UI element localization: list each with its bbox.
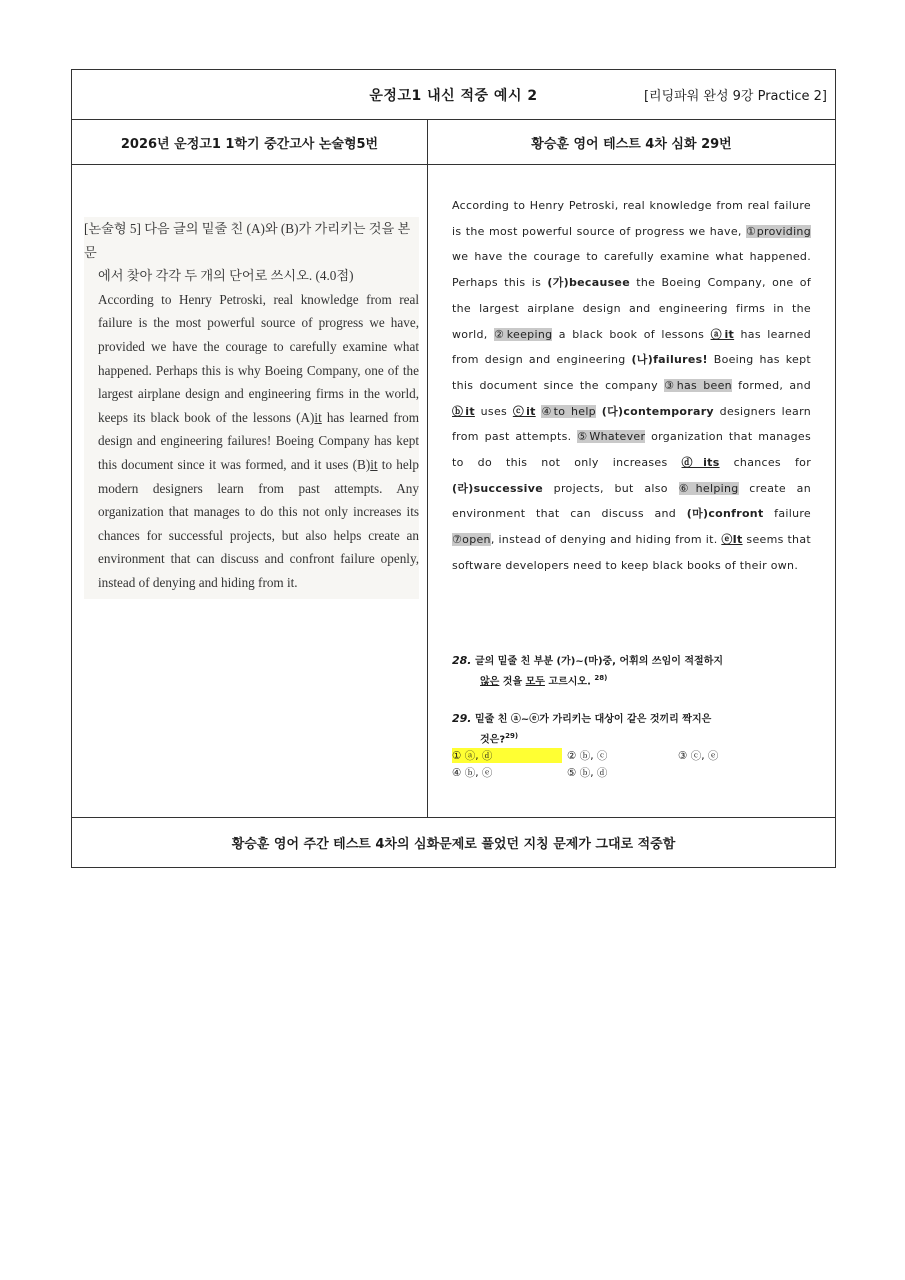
- marked-1: ①providing: [746, 224, 811, 238]
- question-text: 않은: [480, 676, 500, 688]
- marked-e: ⓔIt: [721, 533, 743, 547]
- question-text: 고르시오.: [544, 676, 591, 688]
- passage-text: we have the courage to carefully examine what happened. Perhaps this is: [452, 250, 811, 290]
- question-28: [452, 652, 811, 690]
- option-1: ① ⓐ, ⓓ: [452, 748, 562, 763]
- exam-passage: [84, 288, 419, 595]
- passage-text: designers learn from past attempts.: [452, 404, 811, 444]
- question-text: 것은?: [480, 734, 506, 746]
- passage-text: formed, and: [731, 378, 811, 392]
- marked-2: ②keeping: [494, 327, 553, 341]
- marked-3: ③has been: [664, 378, 732, 392]
- left-column-title: 2026년 운정고1 1학기 중간고사 논술형5번: [72, 120, 428, 164]
- passage-text: uses: [474, 404, 513, 418]
- question-number: 29.: [452, 712, 472, 725]
- exam-question-panel: [72, 165, 428, 817]
- content-row: [72, 165, 835, 818]
- question-number: 28.: [452, 654, 472, 667]
- marked-ma: (마)confront: [686, 507, 764, 521]
- marked-da: (다)contemporary: [601, 404, 714, 418]
- passage-text: a black book of lessons: [552, 327, 711, 341]
- option-4: ④ ⓑ, ⓔ: [452, 767, 493, 779]
- passage-text: create an environment that can discuss and: [452, 481, 811, 521]
- passage-text: , instead of denying and hiding from it.: [490, 533, 722, 547]
- passage-text: organization that manages to do this not only increases: [452, 430, 811, 470]
- question-29: [452, 710, 811, 748]
- page-title: 운정고1 내신 적중 예시 2: [369, 87, 538, 104]
- passage-text: projects, but also: [542, 481, 679, 495]
- footnote-mark: 29): [505, 732, 519, 740]
- column-header-row: [72, 120, 835, 165]
- marked-5: ⑤Whatever: [577, 430, 646, 444]
- marked-a: ⓐit: [710, 327, 735, 341]
- right-column-title: 황승훈 영어 테스트 4차 심화 29번: [531, 136, 732, 152]
- marked-7: ⑦open: [452, 533, 491, 547]
- test-passage: [452, 193, 811, 579]
- marked-c: ⓒit: [512, 404, 536, 418]
- marked-b: ⓑit: [452, 404, 475, 418]
- underlined-a: it: [314, 409, 322, 425]
- marked-na: (나)failures!: [631, 353, 708, 367]
- option-3: ③ ⓒ, ⓔ: [678, 750, 719, 762]
- footer-note: 황승훈 영어 주간 테스트 4차의 심화문제로 풀었던 지칭 문제가 그대로 적중함: [231, 837, 676, 852]
- question-text: 모두: [525, 676, 545, 688]
- passage-text: According to Henry Petroski, real knowledge from real failure is the most powerful source of progress we have,: [452, 199, 811, 238]
- passage-text: seems that software developers need to keep black books of their own.: [452, 533, 811, 572]
- question-prompt-line1: [논술형 5] 다음 글의 밑줄 친 (A)와 (B)가 가리키는 것을 본문: [84, 221, 411, 260]
- marked-ga: (가)becausee: [547, 276, 630, 290]
- scanned-exam-question: [84, 217, 419, 599]
- passage-text: Boeing has kept this document since the company: [452, 353, 811, 392]
- question-prompt-line2: 에서 찾아 각각 두 개의 단어로 쓰시오. (4.0점): [98, 268, 354, 284]
- passage-text: failure: [763, 507, 811, 521]
- passage-part: has learned from design and engineering failures! Boeing Company has kept this document since it was formed, and it uses (B): [98, 409, 419, 472]
- option-5: ⑤ ⓑ, ⓓ: [567, 767, 608, 779]
- marked-d: ⓓits: [681, 456, 720, 470]
- passage-text: chances for: [719, 456, 812, 470]
- passage-part: to help modern designers learn from past attempts. Any organization that manages to do this not only increases its chances for successful projects, but also helps create an environment that can discuss and confront failure openly, instead of denying and hiding from it.: [98, 456, 419, 590]
- comparison-table: [71, 69, 836, 868]
- source-label: [리딩파워 완성 9강 Practice 2]: [643, 89, 827, 104]
- passage-text: has learned from design and engineering: [452, 327, 811, 367]
- test-question-panel: [428, 165, 835, 817]
- question-text: 것을: [499, 676, 526, 688]
- question-text: 글의 밑줄 친 부분 (가)~(마)중, 어휘의 쓰임이 적절하지: [474, 656, 724, 667]
- marked-ra: (라)successive: [452, 481, 543, 495]
- passage-text: the Boeing Company, one of the largest airplane design and engineering firms in the world,: [452, 276, 811, 341]
- marked-6: ⑥helping: [678, 481, 739, 495]
- title-row: [72, 70, 835, 120]
- option-2: ② ⓑ, ⓒ: [567, 750, 608, 762]
- marked-4: ④to help: [541, 404, 596, 418]
- underlined-b: it: [370, 456, 378, 472]
- passage-part: According to Henry Petroski, real knowledge from real failure is the most powerful source of progress we have, provided we have the courage to carefully examine what happened. Perhaps this is why Boeing Company, one of the largest airplane design and engineering firms in the world, keeps its black book of the lessons (A): [98, 291, 419, 425]
- question-text: 밑줄 친 ⓐ~ⓔ가 가리키는 대상이 같은 것끼리 짝지은: [474, 714, 712, 725]
- footnote-mark: 28): [594, 674, 608, 682]
